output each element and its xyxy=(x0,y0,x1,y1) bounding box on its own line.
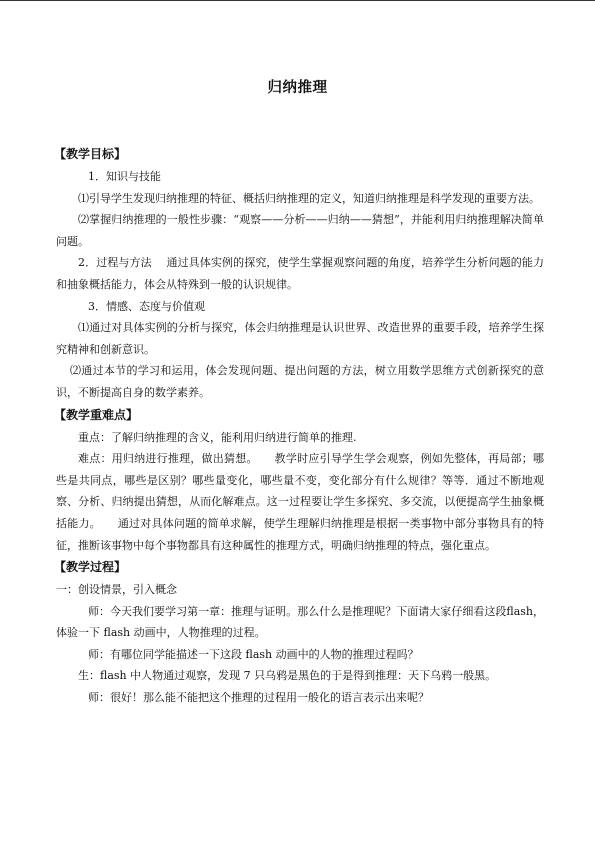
objectives-knowledge-skills: 1．知识与技能 xyxy=(88,170,161,183)
objectives-attitude-values: 3．情感、态度与价值观 xyxy=(88,299,205,313)
objectives-item-2: ⑵掌握归纳推理的一般性步骤：“观察——分析——归纳——猜想”，并能利用归纳推理解决简单问题。 xyxy=(56,213,544,248)
process-teacher-1: 师：今天我们要学习第一章：推理与证明。那么什么是推理呢？下面请大家仔细看这段flash，体验一下 flash 动画中，人物推理的过程。 xyxy=(56,604,544,640)
key-points-heading: 【教学重难点】 xyxy=(54,407,139,422)
process-student-1: 生：flash 中人物通过观察，发现 7 只乌鸦是黑色的于是得到推理：天下乌鸦一般黑。 xyxy=(78,669,497,683)
page-title: 归纳推理 xyxy=(267,80,328,96)
objectives-process-methods: 2．过程与方法 通过具体实例的探究，使学生掌握观察问题的角度，培养学生分析问题的能力和抽象概括能力，体会从特殊到一般的认识规律。 xyxy=(56,256,544,291)
key-point-focus: 重点：了解归纳推理的含义，能利用归纳进行简单的推理. xyxy=(78,430,357,444)
header-rule xyxy=(0,0,595,1)
objectives-item-3: ⑴通过对具体实例的分析与探究，体会归纳推理是认识世界、改造世界的重要手段，培养学生探究精神和创新意识。 xyxy=(56,321,544,356)
key-point-difficulty: 难点：用归纳进行推理，做出猜想。 教学时应引导学生学会观察，例如先整体，再局部；哪些是共同点，哪些是区别？哪些量变化，哪些量不变，变化部分有什么规律？等等．通过不断地观察、分析、归纳提出猜想，从而化解难点。这一过程要让学生多探究、多交流，以便提高学生抽象概括能力。 通过对具体问题的简单求解，使学生理解归纳推理是根据一类事物中部分事物具有的特征，推断该事物中每个事物都具有这种属性的推理方式，明确归纳推理的特点，强化重点。 xyxy=(56,452,544,552)
objectives-item-1: ⑴引导学生发现归纳推理的特征、概括归纳推理的定义，知道归纳推理是科学发现的重要方法。 xyxy=(78,191,540,205)
objectives-item-4: ⑵通过本节的学习和运用，体会发现问题、提出问题的方法，树立用数学思维方式创新探究的意识，不断提高自身的数学素养。 xyxy=(56,364,544,399)
process-teacher-3: 师：很好！那么能不能把这个推理的过程用一般化的语言表示出来呢？ xyxy=(88,691,429,705)
process-step-1: 一：创设情景，引入概念 xyxy=(56,583,177,597)
process-heading: 【教学过程】 xyxy=(54,560,127,575)
objectives-heading: 【教学目标】 xyxy=(54,147,127,161)
process-teacher-2: 师：有哪位同学能描述一下这段 flash 动画中的人物的推理过程吗？ xyxy=(88,647,419,661)
document-body xyxy=(56,143,544,709)
